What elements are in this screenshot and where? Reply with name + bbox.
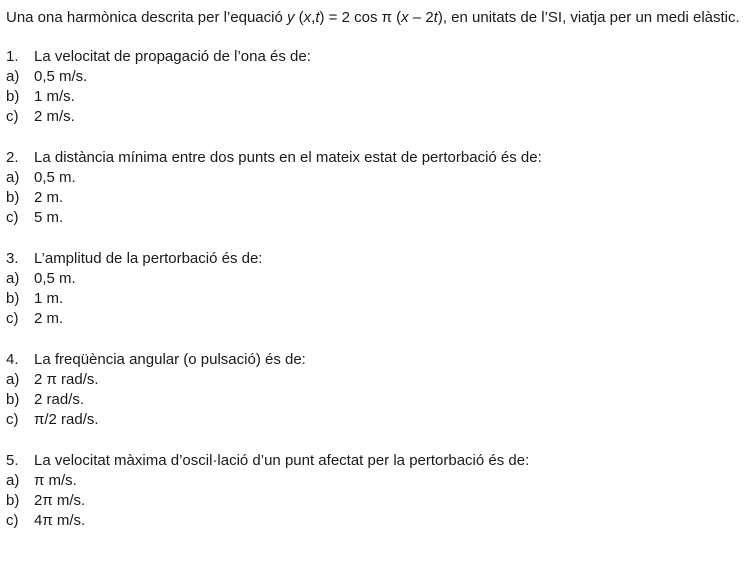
option-letter: c): [6, 209, 19, 226]
equation-middle: ) = 2 cos π (: [319, 9, 402, 26]
option-text: 2 m.: [34, 189, 64, 206]
option-c: [6, 309, 740, 329]
question-text: La freqüència angular (o pulsació) és de:: [34, 351, 306, 368]
question-number: 4.: [6, 351, 19, 368]
option-c: [6, 511, 740, 531]
option-a: [6, 471, 740, 491]
option-letter: c): [6, 108, 19, 125]
question-text: La velocitat màxima d’oscil·lació d’un punt afectat per la pertorbació és de:: [34, 452, 530, 469]
option-letter: b): [6, 189, 20, 206]
intro-text-end: ), en unitats de l’SI, viatja per un medi elàstic.: [437, 9, 740, 26]
option-text: 2 m.: [34, 310, 64, 327]
equation-var-t: t: [315, 9, 320, 26]
option-text: 0,5 m.: [34, 169, 76, 186]
option-letter: a): [6, 270, 20, 287]
question-number: 2.: [6, 149, 19, 166]
option-text: 0,5 m/s.: [34, 68, 88, 85]
option-letter: a): [6, 68, 20, 85]
option-b: [6, 289, 740, 309]
option-text: 2 m/s.: [34, 108, 75, 125]
option-a: [6, 370, 740, 390]
option-letter: b): [6, 290, 20, 307]
question-line: [6, 249, 740, 269]
equation-var-x: x: [303, 9, 312, 26]
question-number: 5.: [6, 452, 19, 469]
option-letter: b): [6, 88, 20, 105]
option-text: 4π m/s.: [34, 512, 86, 529]
option-letter: c): [6, 512, 19, 529]
option-text: 5 m.: [34, 209, 64, 226]
question-line: [6, 148, 740, 168]
option-letter: a): [6, 472, 20, 489]
question-number: 3.: [6, 250, 19, 267]
option-text: 2π m/s.: [34, 492, 86, 509]
option-text: 1 m.: [34, 290, 64, 307]
question-line: [6, 350, 740, 370]
equation-var-x2: x: [401, 9, 409, 26]
option-a: [6, 67, 740, 87]
option-text: π/2 rad/s.: [34, 411, 99, 428]
question-2: [6, 148, 740, 228]
option-c: [6, 208, 740, 228]
document-page: [6, 8, 740, 552]
option-text: π m/s.: [34, 472, 77, 489]
equation-comma: ,: [311, 9, 316, 26]
option-b: [6, 491, 740, 511]
question-text: La velocitat de propagació de l’ona és de:: [34, 48, 311, 65]
question-text: La distància mínima entre dos punts en el mateix estat de pertorbació és de:: [34, 149, 542, 166]
option-b: [6, 390, 740, 410]
question-4: [6, 350, 740, 430]
question-3: [6, 249, 740, 329]
option-a: [6, 269, 740, 289]
option-text: 2 π rad/s.: [34, 371, 99, 388]
option-letter: c): [6, 411, 19, 428]
option-c: [6, 410, 740, 430]
equation-var-y: y: [287, 9, 295, 26]
equation-var-t2: t: [433, 9, 438, 26]
option-a: [6, 168, 740, 188]
option-b: [6, 87, 740, 107]
equation-open: (: [294, 9, 304, 26]
question-1: [6, 47, 740, 127]
question-number: 1.: [6, 48, 19, 65]
option-letter: b): [6, 492, 20, 509]
equation-minus: – 2: [408, 9, 434, 26]
question-line: [6, 451, 740, 471]
option-b: [6, 188, 740, 208]
option-letter: c): [6, 310, 19, 327]
option-letter: a): [6, 169, 20, 186]
intro-text-start: Una ona harmònica descrita per l’equació: [6, 9, 287, 26]
option-text: 1 m/s.: [34, 88, 75, 105]
question-5: [6, 451, 740, 531]
option-letter: b): [6, 391, 20, 408]
question-line: [6, 47, 740, 67]
option-text: 0,5 m.: [34, 270, 76, 287]
option-letter: a): [6, 371, 20, 388]
option-text: 2 rad/s.: [34, 391, 85, 408]
question-text: L’amplitud de la pertorbació és de:: [34, 250, 263, 267]
intro-paragraph: [6, 8, 740, 28]
option-c: [6, 107, 740, 127]
